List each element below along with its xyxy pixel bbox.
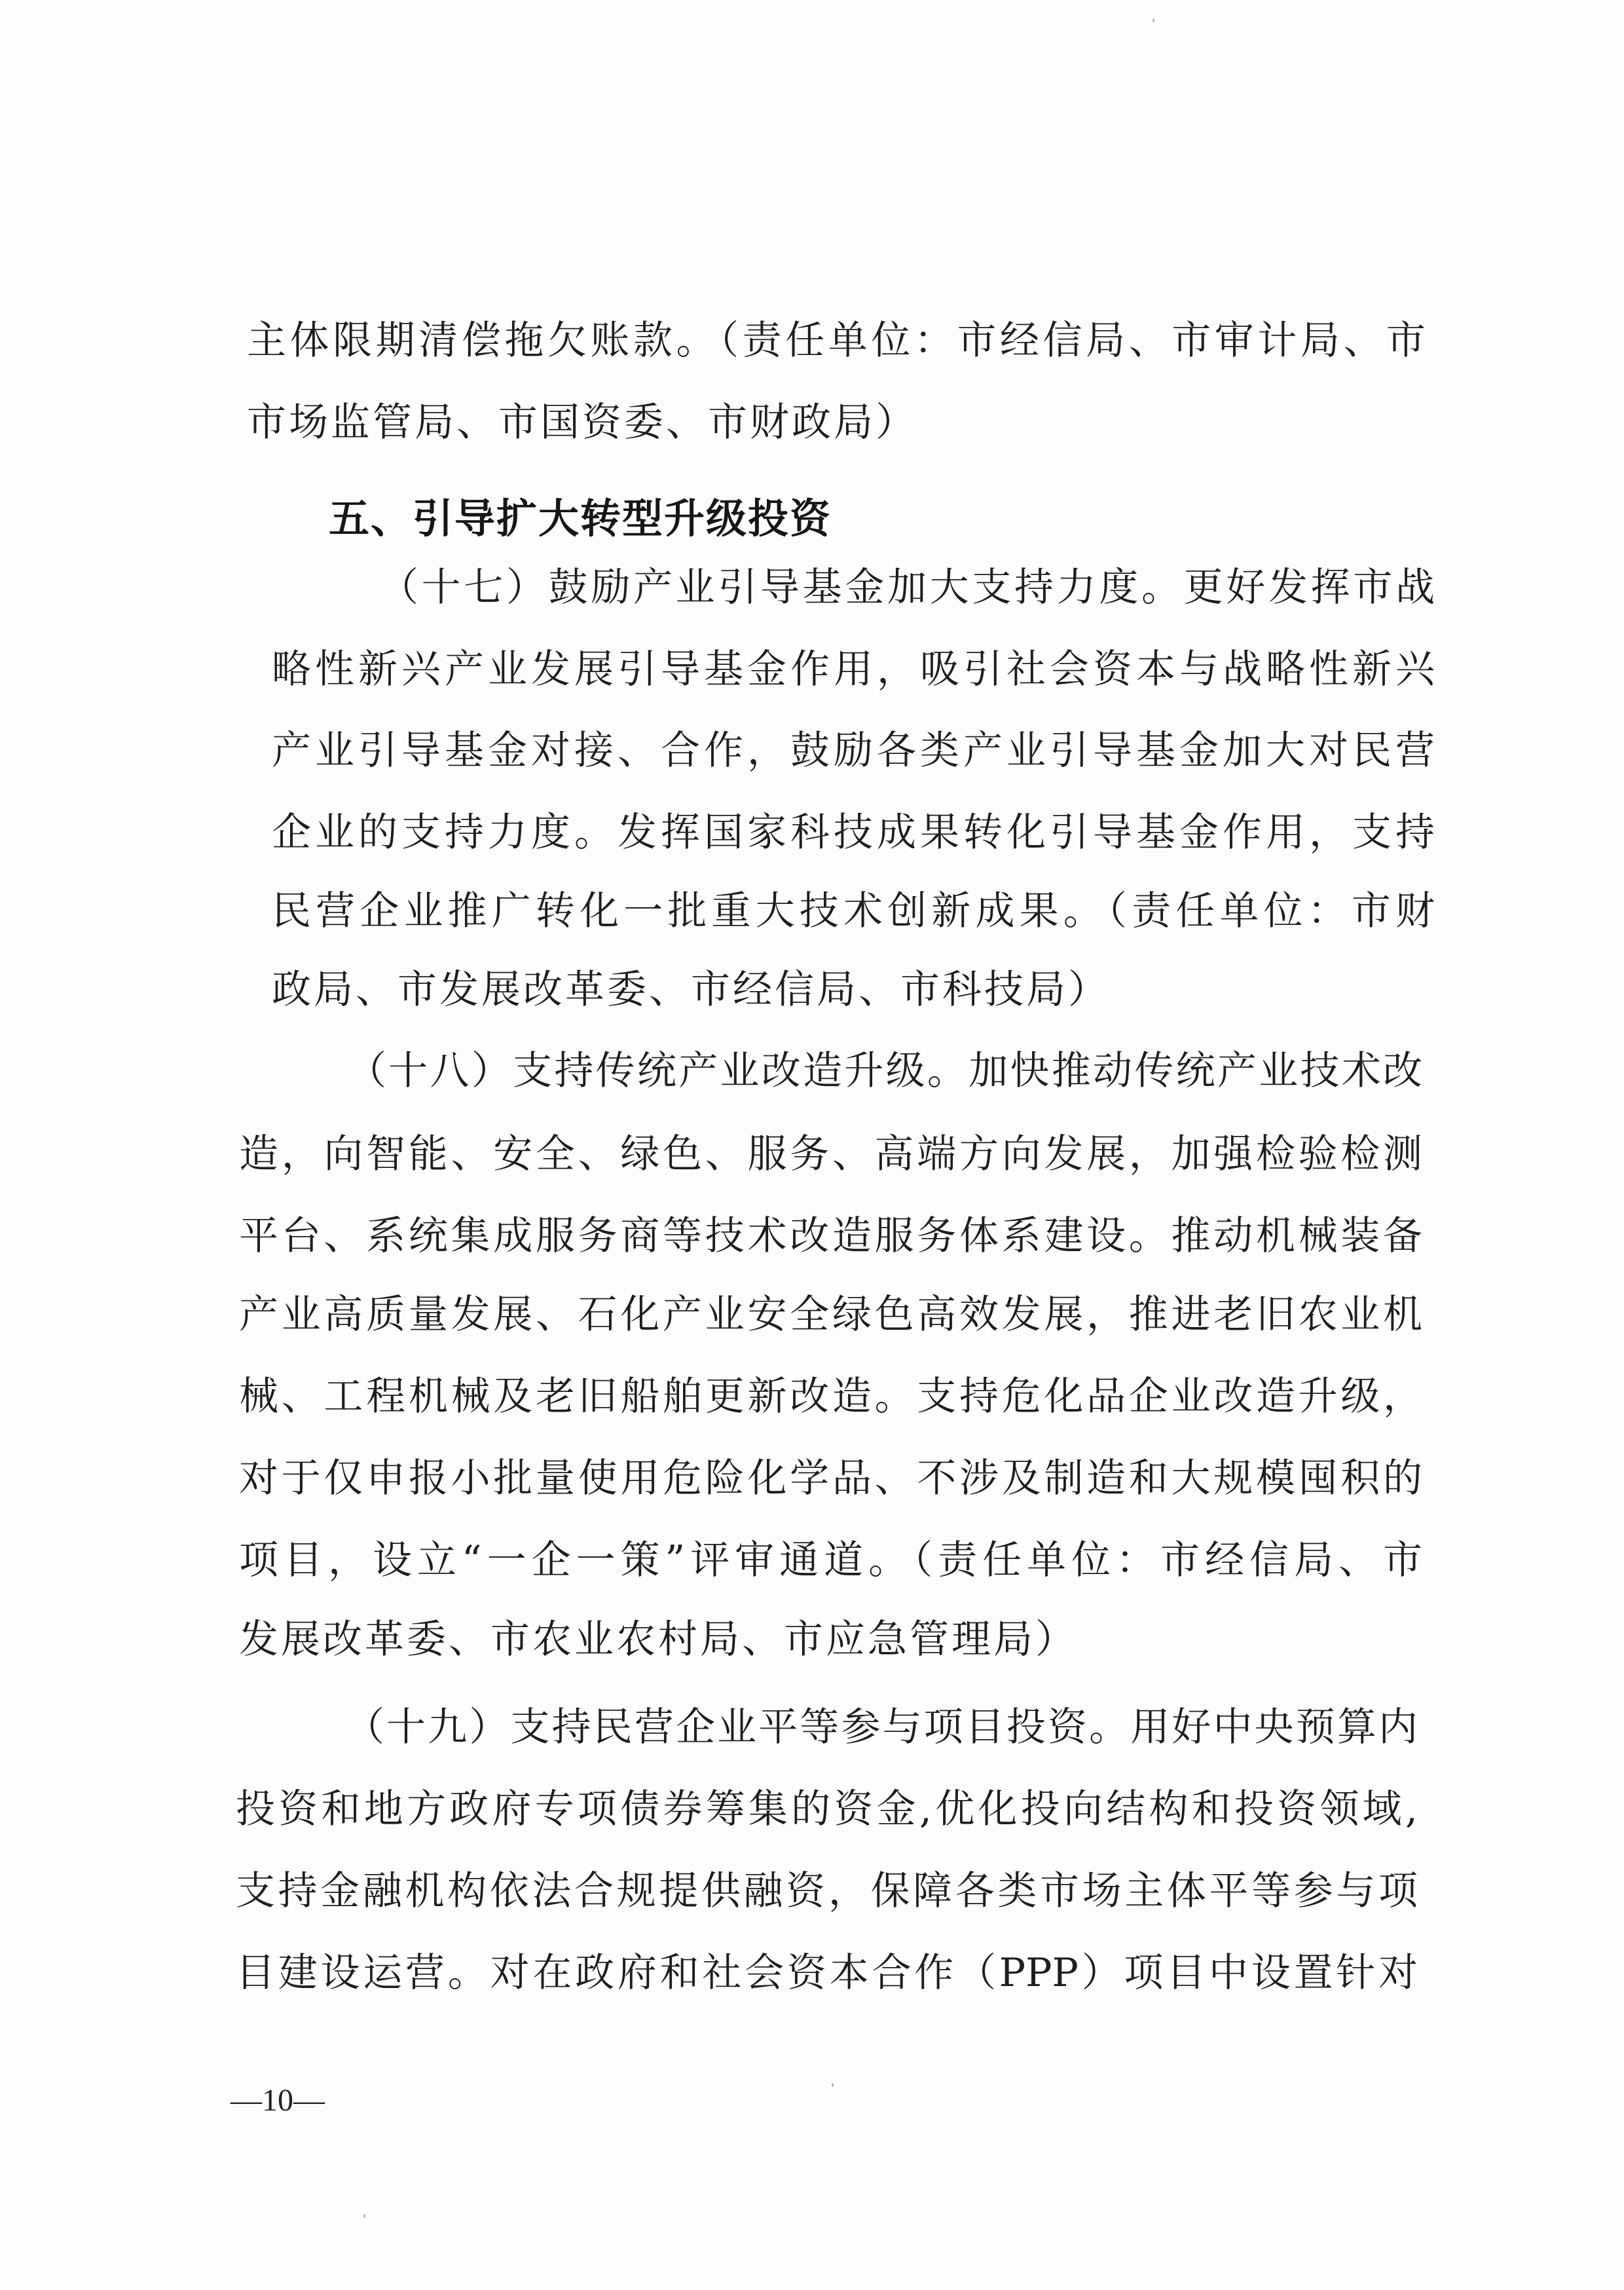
scan-speck [1153,18,1154,22]
paragraph-line: 支持金融机构依法合规提供融资，保障各类市场主体平等参与项 [236,1868,1418,1914]
continuation-line-2: 市场监管局、市国资委、市财政局） [247,400,917,445]
paragraph-line: 平台、系统集成服务商等技术改造服务体系建设。推动机械装备 [239,1213,1422,1259]
paragraph-line: （十七）鼓励产业引导基金加大支持力度。更好发挥市战 [379,565,1435,610]
paragraph-line: 发展改革委、市农业农村局、市应急管理局） [239,1617,1077,1662]
paragraph-line: 目建设运营。对在政府和社会资本合作（PPP）项目中设置针对 [236,1950,1418,1996]
scan-speck [363,2214,365,2218]
paragraph-line: 略性新兴产业发展引导基金作用，吸引社会资本与战略性新兴 [272,647,1435,692]
paragraph-line: 产业引导基金对接、合作，鼓励各类产业引导基金加大对民营 [272,728,1435,774]
continuation-line-1: 主体限期清偿拖欠账款。（责任单位：市经信局、市审计局、市 [247,318,1426,364]
paragraph-line: 对于仅申报小批量使用危险化学品、不涉及制造和大规模囤积的 [239,1455,1422,1501]
paragraph-line: （十九）支持民营企业平等参与项目投资。用好中央预算内 [345,1704,1418,1750]
paragraph-line: 企业的支持力度。发挥国家科技成果转化引导基金作用，支持 [272,810,1435,855]
paragraph-line: 产业高质量发展、石化产业安全绿色高效发展，推进老旧农业机 [239,1292,1422,1338]
paragraph-line: （十八）支持传统产业改造升级。加快推动传统产业技术改 [347,1048,1422,1094]
scan-speck [832,2083,834,2087]
page-number: —10— [231,2083,325,2118]
paragraph-line: 政局、市发展改革委、市经信局、市科技局） [272,967,1110,1013]
paragraph-line: 民营企业推广转化一批重大技术创新成果。（责任单位：市财 [272,888,1435,934]
paragraph-line: 械、工程机械及老旧船舶更新改造。支持危化品企业改造升级， [239,1374,1422,1419]
paragraph-line: 造，向智能、安全、绿色、服务、高端方向发展，加强检验检测 [239,1131,1422,1177]
paragraph-line: 项目，设立“一企一策”评审通道。（责任单位：市经信局、市 [239,1537,1422,1583]
section-heading: 五、引导扩大转型升级投资 [329,495,832,542]
paragraph-line: 投资和地方政府专项债券筹集的资金,优化投向结构和投资领域, [236,1786,1418,1832]
